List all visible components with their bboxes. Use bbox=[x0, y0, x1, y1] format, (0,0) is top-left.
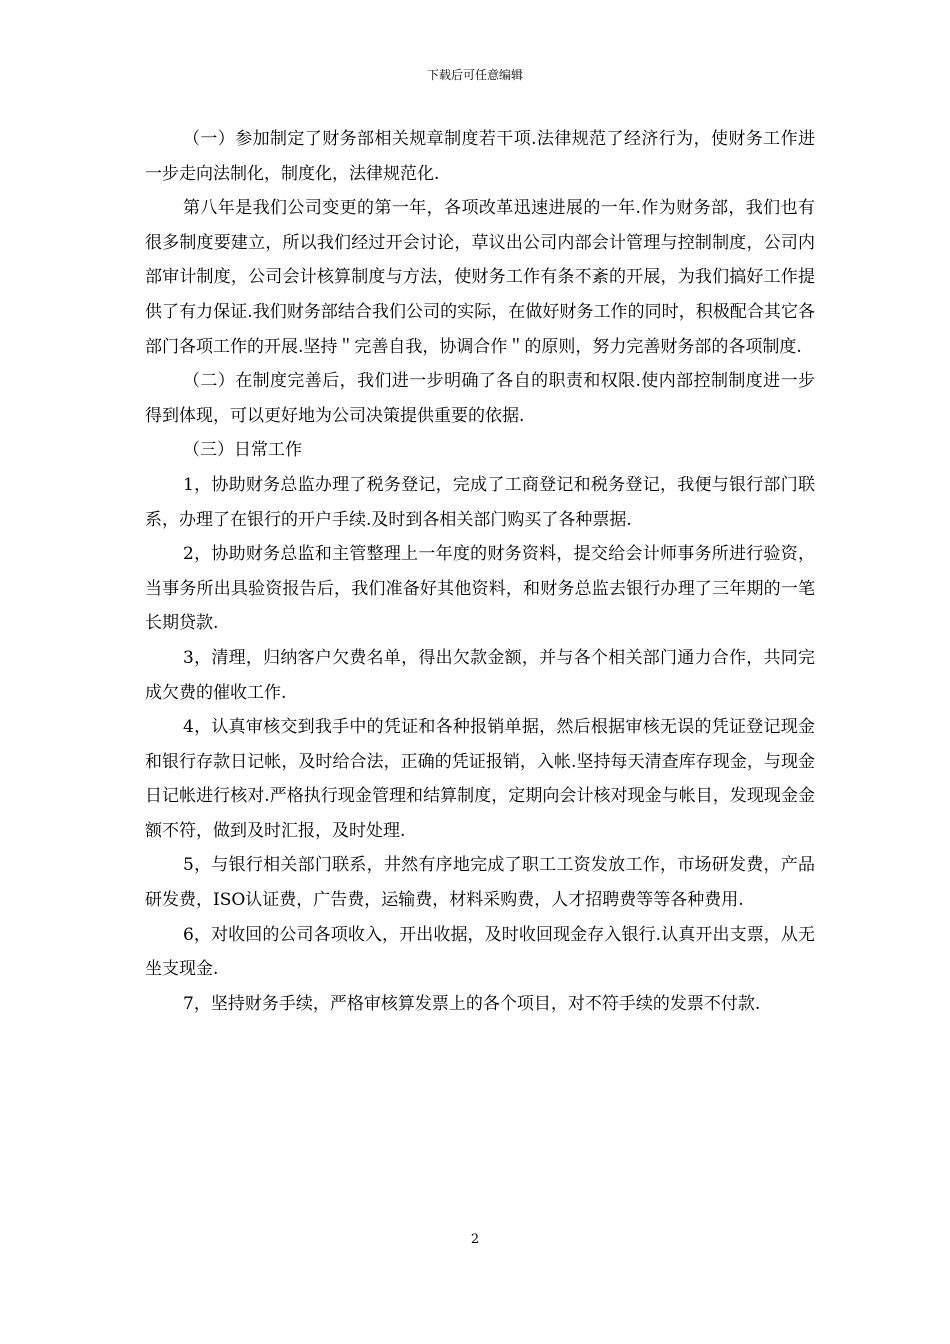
list-item-6: 6，对收回的公司各项收入，开出收据，及时收回现金存入银行.认真开出支票，从无坐支现金. bbox=[145, 924, 815, 980]
page-header: 下载后可任意编辑 bbox=[426, 68, 523, 82]
paragraph-1: （一）参加制定了财务部相关规章制度若干项.法律规范了经济行为，使财务工作进一步走向法制化，制度化，法律规范化. bbox=[145, 129, 815, 184]
section-heading-daily-work: （三）日常工作 bbox=[183, 440, 302, 461]
paragraph-3: （二）在制度完善后，我们进一步明确了各自的职责和权限.使内部控制制度进一步得到体现，可以更好地为公司决策提供重要的依据. bbox=[145, 371, 815, 426]
list-item-1: 1，协助财务总监办理了税务登记，完成了工商登记和税务登记，我便与银行部门联系，办理了在银行的开户手续.及时到各相关部门购买了各种票据. bbox=[145, 474, 815, 530]
list-item-5: 5，与银行相关部门联系，井然有序地完成了职工工资发放工作，市场研发费，产品研发费，ISO认证费，广告费，运输费，材料采购费，人才招聘费等等各种费用. bbox=[145, 855, 815, 911]
list-item-7: 7，坚持财务手续，严格审核算发票上的各个项目，对不符手续的发票不付款. bbox=[183, 993, 761, 1014]
list-item-3: 3，清理，归纳客户欠费名单，得出欠款金额，并与各个相关部门通力合作，共同完成欠费的催收工作. bbox=[145, 647, 815, 703]
paragraph-2: 第八年是我们公司变更的第一年，各项改革迅速进展的一年.作为财务部，我们也有很多制度要建立，所以我们经过开会讨论，草议出公司内部会计管理与控制制度，公司内部审计制度，公司会计核算制度与方法，使财务工作有条不紊的开展，为我们搞好工作提供了有力保证.我们财务部结合我们公司的实际，在做好财务工作的同时，积极配合其它各部门各项工作的开展.坚持＂完善自我，协调合作＂的原则，努力完善财务部的各项制度. bbox=[145, 198, 815, 357]
list-item-4: 4，认真审核交到我手中的凭证和各种报销单据，然后根据审核无误的凭证登记现金和银行存款日记帐，及时给合法，正确的凭证报销，入帐.坚持每天清查库存现金，与现金日记帐进行核对.严格执行现金管理和结算制度，定期向会计核对现金与帐目，发现现金金额不符，做到及时汇报，及时处理. bbox=[145, 717, 815, 841]
document-body bbox=[145, 122, 815, 1021]
list-item-2: 2，协助财务总监和主管整理上一年度的财务资料，提交给会计师事务所进行验资，当事务所出具验资报告后，我们准备好其他资料，和财务总监去银行办理了三年期的一笔长期贷款. bbox=[145, 544, 815, 634]
page-number: 2 bbox=[470, 1232, 480, 1247]
